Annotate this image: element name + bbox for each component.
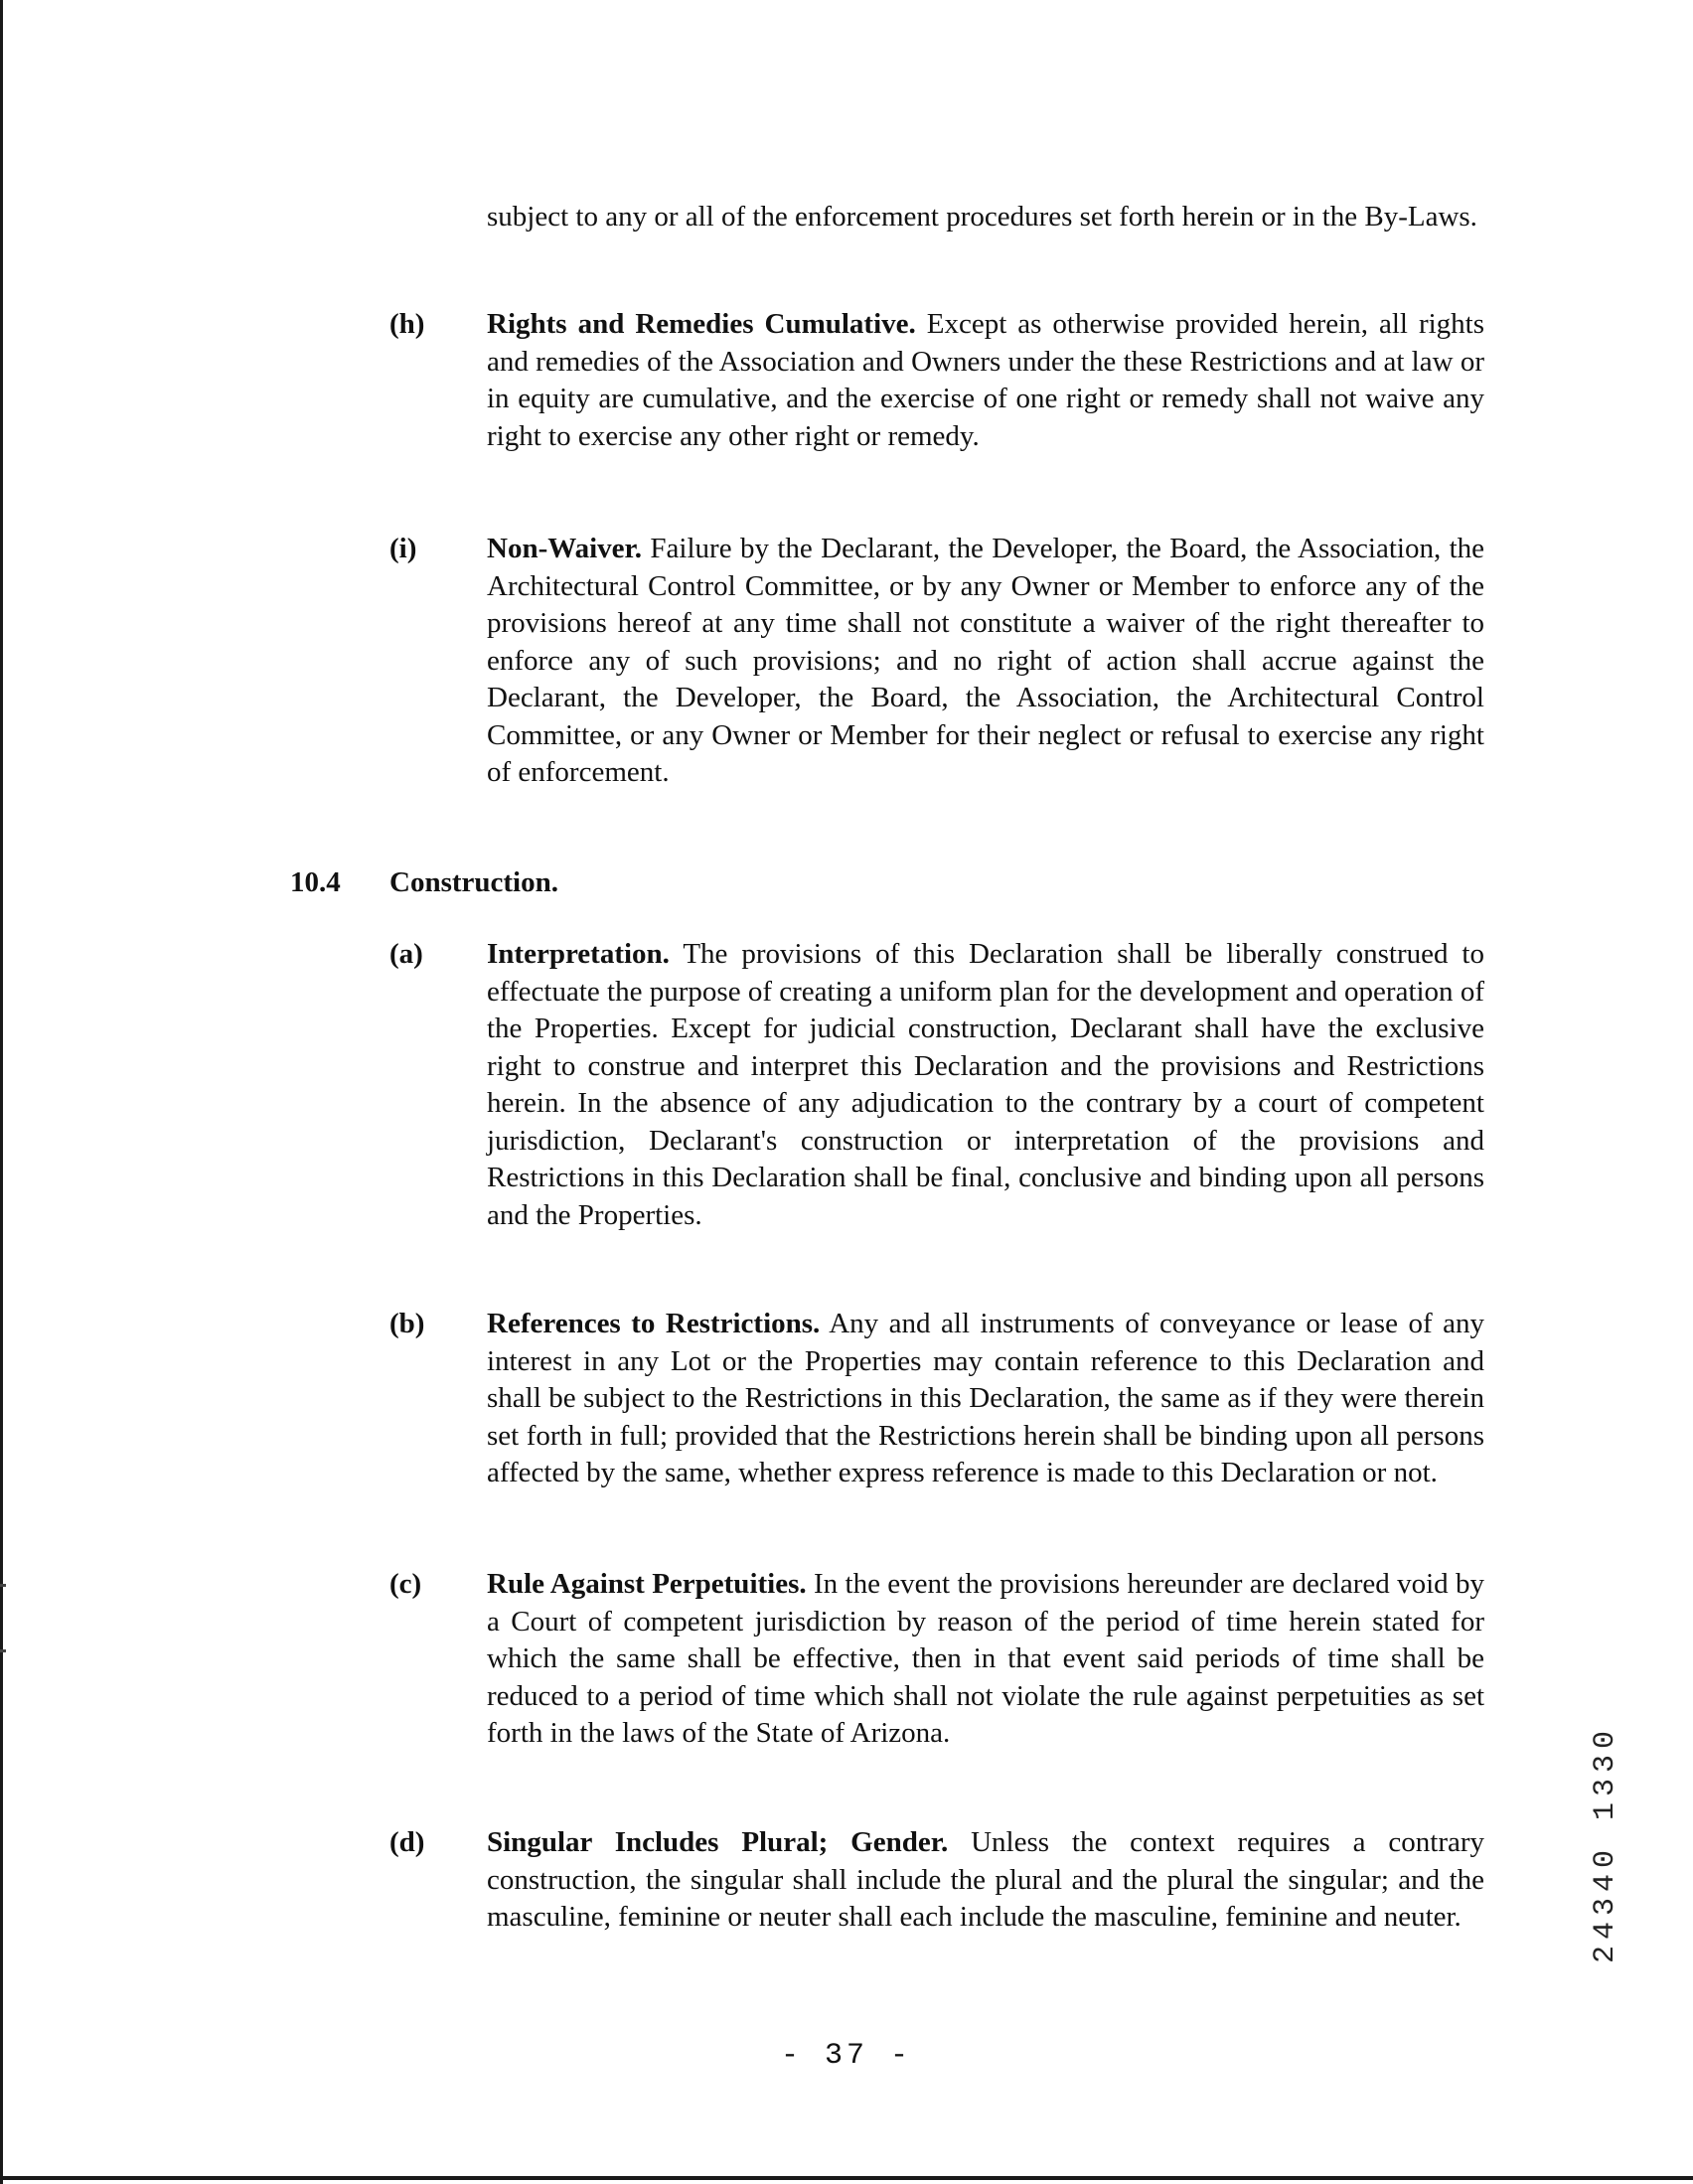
item-heading: References to Restrictions. [487,1308,821,1339]
item-body: Unless the context requires a contrary construction, the singular shall include the plural and the plural the singular; and the masculine, feminine or neuter shall each include the masculine, feminine and neuter. [487,1826,1485,1933]
page-number: - 37 - [780,2039,913,2073]
item-body: Failure by the Declarant, the Developer, the Board, the Association, the Architectural Control Committee, or by any Owner or Member to enforce any of the provisions hereof at any time shall not constitute a waiver of the right thereafter to enforce any of such provisions; and no right of action shall accrue against the Declarant, the Developer, the Board, the Association, the Architectural Control Committee, or any Owner or Member for their neglect or refusal to exercise any right of enforcement. [487,533,1484,788]
item-heading: Rule Against Perpetuities. [487,1568,807,1600]
scan-border-left [0,0,3,2184]
item-label: (d) [389,1826,425,1858]
recording-stamp: 24340 1330 [1589,1724,1622,1964]
item-paragraph-c [487,1566,1484,1753]
section-title: Construction. [389,866,558,898]
item-body: In the event the provisions hereunder are declared void by a Court of competent jurisdiction by reason of the period of time herein stated for which the same shall be effective, then in that event said periods of time shall be reduced to a period of time which shall not violate the rule against perpetuities as set forth in the laws of the State of Arizona. [487,1568,1485,1749]
intro-text: subject to any or all of the enforcement procedures set forth herein or in the By-Laws. [487,201,1477,233]
item-paragraph-i [487,531,1484,792]
item-heading: Rights and Remedies Cumulative. [487,308,916,340]
item-label: (h) [389,308,425,340]
item-label: (i) [389,533,417,564]
item-body: Except as otherwise provided herein, all rights and remedies of the Association and Owners under the these Restrictions and at law or in equity are cumulative, and the exercise of one right or remedy shall not waive any right to exercise any other right or remedy. [487,308,1484,452]
item-paragraph-b [487,1306,1484,1492]
item-heading: Interpretation. [487,938,670,970]
scan-mark [0,1584,6,1587]
item-body: The provisions of this Declaration shall be liberally construed to effectuate the purpose of creating a uniform plan for the development and operation of the Properties. Except for judicial construction, Declarant shall have the exclusive right to construe and interpret this Declaration and the provisions and Restrictions herein. In the absence of any adjudication to the contrary by a court of competent jurisdiction, Declarant's construction or interpretation of the provisions and Restrictions in this Declaration shall be final, conclusive and binding upon all persons and the Properties. [487,938,1484,1231]
item-paragraph-a [487,936,1484,1234]
item-label: (c) [389,1568,422,1600]
section-number: 10.4 [290,866,341,898]
item-heading: Non-Waiver. [487,533,643,564]
item-label: (b) [389,1308,425,1339]
item-heading: Singular Includes Plural; Gender. [487,1826,949,1858]
item-paragraph-h [487,306,1484,455]
scan-border-bottom [0,2176,1693,2180]
intro-paragraph [487,199,1484,236]
item-paragraph-d [487,1824,1484,1937]
item-label: (a) [389,938,423,970]
item-body: Any and all instruments of conveyance or lease of any interest in any Lot or the Properties may contain reference to this Declaration and shall be subject to the Restrictions in this Declaration, the same as if they were therein set forth in full; provided that the Restrictions herein shall be binding upon all persons affected by the same, whether express reference is made to this Declaration or not. [487,1308,1484,1488]
scan-mark [0,1649,6,1652]
